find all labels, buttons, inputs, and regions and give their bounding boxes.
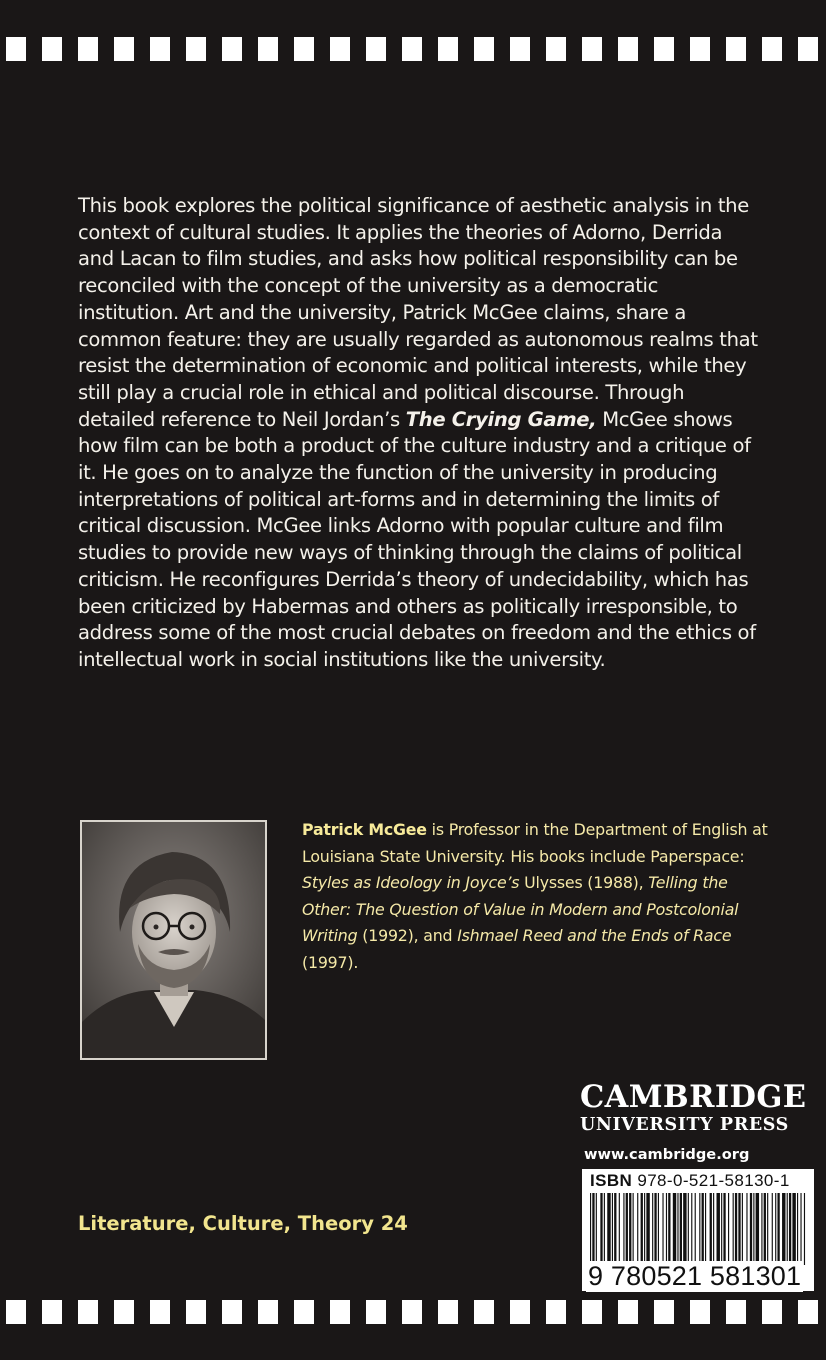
- sprocket-hole: [150, 37, 170, 61]
- isbn-barcode: [582, 1169, 814, 1291]
- sprocket-hole: [330, 37, 350, 61]
- author-intro: is Professor in the Department of English at Louisiana State University. His books include Paperspace:: [302, 820, 768, 866]
- barcode-bar: [644, 1193, 645, 1265]
- barcode-bar: [789, 1193, 791, 1265]
- barcode-bar: [662, 1193, 663, 1265]
- sprocket-hole: [330, 1300, 350, 1324]
- isbn-number: 978-0-521-58130-1: [637, 1171, 790, 1190]
- author-name: Patrick McGee: [302, 820, 427, 839]
- barcode-bar: [668, 1193, 670, 1265]
- barcode-bar: [746, 1193, 747, 1265]
- author-portrait-image: [82, 822, 265, 1058]
- barcode-bar: [646, 1193, 649, 1265]
- sprocket-hole: [474, 37, 494, 61]
- barcode-bar: [764, 1193, 766, 1265]
- sprocket-hole: [222, 1300, 242, 1324]
- barcode-bar: [623, 1193, 624, 1265]
- book-title-1: Styles as Ideology in Joyce’s: [302, 873, 520, 893]
- isbn-line: [590, 1171, 790, 1191]
- film-strip-top: [0, 37, 826, 61]
- barcode-bar: [702, 1193, 704, 1265]
- barcode-bar: [607, 1193, 610, 1265]
- sprocket-hole: [258, 37, 278, 61]
- sprocket-hole: [438, 37, 458, 61]
- barcode-bar: [750, 1193, 752, 1265]
- book-title-1-roman: Ulysses: [519, 873, 583, 893]
- barcode-bar: [761, 1193, 762, 1265]
- barcode-bar: [614, 1193, 616, 1265]
- publisher-url: www.cambridge.org: [584, 1146, 750, 1163]
- sprocket-hole: [582, 37, 602, 61]
- book-year-1: (1988),: [582, 873, 649, 893]
- barcode-bar: [658, 1193, 659, 1265]
- sprocket-hole: [618, 1300, 638, 1324]
- barcode-bar: [777, 1193, 779, 1265]
- barcode-bar: [792, 1193, 795, 1265]
- barcode-bar: [713, 1193, 714, 1265]
- isbn-label: ISBN: [590, 1171, 633, 1190]
- sprocket-hole: [690, 1300, 710, 1324]
- sprocket-hole: [690, 37, 710, 61]
- sprocket-hole: [186, 1300, 206, 1324]
- barcode-bar: [596, 1193, 597, 1265]
- film-title: The Crying Game,: [405, 407, 597, 431]
- sprocket-hole: [654, 37, 674, 61]
- sprocket-hole: [294, 1300, 314, 1324]
- sprocket-hole: [582, 1300, 602, 1324]
- book-title-3: Ishmael Reed and the Ends of Race: [457, 926, 732, 946]
- barcode-bar: [735, 1193, 737, 1265]
- barcode-bar: [592, 1193, 594, 1265]
- barcode-bar: [733, 1193, 734, 1265]
- barcode-bar: [699, 1193, 700, 1265]
- barcode-bar: [723, 1193, 725, 1265]
- barcode-bar: [604, 1193, 605, 1265]
- barcode-bar: [683, 1193, 686, 1265]
- barcode-bar: [772, 1193, 773, 1265]
- barcode-bar: [677, 1193, 678, 1265]
- description-text-part2: McGee shows how film can be both a product of the culture industry and a critique of it. He goes on to analyze the function of the university in producing interpretations of political art-forms and in determining the limits of critical discussion. McGee links Adorno with popular culture and film studies to provide new ways of thinking through the claims of political criticism. He reconfigures Derrida’s theory of undecidability, which has been criticized by Habermas and others as politically irresponsible, to address some of the most crucial debates on freedom and the ethics of intellectual work in social institutions like the university.: [78, 407, 756, 671]
- sprocket-hole: [366, 1300, 386, 1324]
- sprocket-hole: [186, 37, 206, 61]
- barcode-bar: [800, 1193, 801, 1265]
- barcode-bar: [637, 1193, 638, 1265]
- barcode-bar: [797, 1193, 798, 1265]
- barcode-bar: [600, 1193, 602, 1265]
- sprocket-hole: [510, 1300, 530, 1324]
- barcode-bar: [654, 1193, 656, 1265]
- sprocket-hole: [78, 1300, 98, 1324]
- sprocket-hole: [438, 1300, 458, 1324]
- barcode-bar: [680, 1193, 682, 1265]
- film-strip-bottom: [0, 1300, 826, 1324]
- sprocket-hole: [6, 37, 26, 61]
- barcode-bar: [728, 1193, 729, 1265]
- barcode-bar: [705, 1193, 706, 1265]
- barcode-bar: [787, 1193, 788, 1265]
- barcode-bar: [652, 1193, 653, 1265]
- series-title: Literature, Culture, Theory 24: [78, 1212, 408, 1235]
- author-bio: [302, 817, 772, 977]
- barcode-bar: [804, 1193, 805, 1265]
- sprocket-hole: [762, 1300, 782, 1324]
- barcode-bar: [756, 1193, 759, 1265]
- barcode-bars: [582, 1193, 814, 1265]
- barcode-bar: [619, 1193, 620, 1265]
- publisher-subtitle: UNIVERSITY PRESS: [580, 1114, 789, 1135]
- barcode-bar: [688, 1193, 689, 1265]
- author-photo: [80, 820, 267, 1060]
- barcode-bar: [738, 1193, 740, 1265]
- sprocket-hole: [150, 1300, 170, 1324]
- publisher-name: CAMBRIDGE: [580, 1079, 807, 1115]
- barcode-bar: [590, 1193, 591, 1265]
- barcode-bar: [691, 1193, 692, 1265]
- book-year-2: (1992), and: [357, 926, 458, 946]
- sprocket-hole: [114, 37, 134, 61]
- sprocket-hole: [546, 37, 566, 61]
- barcode-bar: [626, 1193, 628, 1265]
- book-year-3: (1997).: [302, 952, 359, 972]
- sprocket-hole: [78, 37, 98, 61]
- barcode-bar: [641, 1193, 643, 1265]
- sprocket-hole: [762, 37, 782, 61]
- barcode-bar: [767, 1193, 768, 1265]
- publisher-logo: [580, 1079, 820, 1135]
- barcode-bar: [753, 1193, 754, 1265]
- barcode-bar: [717, 1193, 720, 1265]
- description-text-part1: This book explores the political significance of aesthetic analysis in the context of cultural studies. It applies the theories of Adorno, Derrida and Lacan to film studies, and asks how political responsibility can be reconciled with the concept of the university as a democratic institution. Art and the university, Patrick McGee claims, share a common feature: they are usually regarded as autonomous realms that resist the determination of economic and political interests, while they still play a crucial role in ethical and political discourse. Through detailed reference to Neil Jordan’s: [78, 194, 758, 431]
- sprocket-hole: [402, 1300, 422, 1324]
- book-title-2: Telling the Other: The Question of Value in Modern and Postcolonial Writing: [302, 873, 739, 946]
- barcode-bar: [742, 1193, 743, 1265]
- barcode-bar: [721, 1193, 722, 1265]
- barcode-bar: [673, 1193, 676, 1265]
- sprocket-hole: [798, 1300, 818, 1324]
- barcode-bar: [775, 1193, 776, 1265]
- sprocket-hole: [42, 1300, 62, 1324]
- sprocket-hole: [366, 37, 386, 61]
- barcode-digits: 9 780521 581301: [588, 1261, 802, 1291]
- sprocket-hole: [114, 1300, 134, 1324]
- barcode-bar: [695, 1193, 696, 1265]
- barcode-bar: [612, 1193, 613, 1265]
- barcode-bar: [629, 1193, 631, 1265]
- barcode-bar: [782, 1193, 785, 1265]
- sprocket-hole: [222, 37, 242, 61]
- sprocket-hole: [654, 1300, 674, 1324]
- sprocket-hole: [6, 1300, 26, 1324]
- sprocket-hole: [258, 1300, 278, 1324]
- sprocket-hole: [294, 37, 314, 61]
- barcode-bar: [666, 1193, 667, 1265]
- sprocket-hole: [42, 37, 62, 61]
- barcode-bar: [710, 1193, 712, 1265]
- sprocket-hole: [510, 37, 530, 61]
- book-description: [78, 193, 758, 674]
- sprocket-hole: [474, 1300, 494, 1324]
- sprocket-hole: [546, 1300, 566, 1324]
- sprocket-hole: [726, 1300, 746, 1324]
- sprocket-hole: [798, 37, 818, 61]
- barcode-bar: [633, 1193, 634, 1265]
- sprocket-hole: [402, 37, 422, 61]
- sprocket-hole: [618, 37, 638, 61]
- sprocket-hole: [726, 37, 746, 61]
